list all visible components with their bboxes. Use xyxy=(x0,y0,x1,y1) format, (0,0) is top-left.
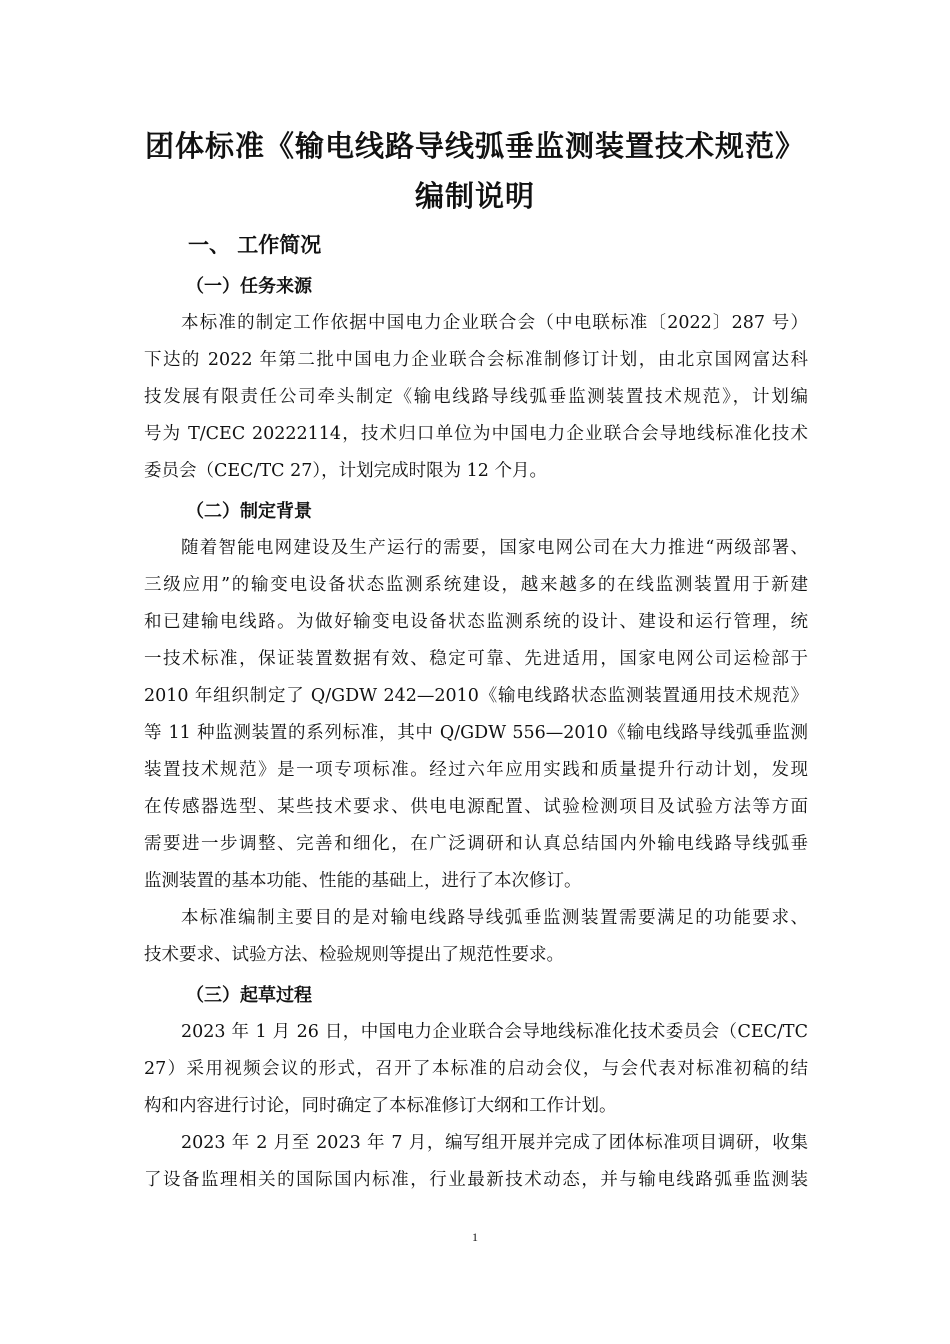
paragraph-line: 监测装置的基本功能、性能的基础上，进行了本次修订。 xyxy=(144,871,582,891)
subsection-heading-background: （二）制定背景 xyxy=(186,501,312,522)
paragraph-line: 随着智能电网建设及生产运行的需要，国家电网公司在大力推进“两级部署、 xyxy=(181,538,808,558)
paragraph-line: 27）采用视频会议的形式，召开了本标准的启动会仪，与会代表对标准初稿的结 xyxy=(144,1059,808,1079)
paragraph-line: 本标准的制定工作依据中国电力企业联合会（中电联标准〔2022〕287 号） xyxy=(181,313,808,333)
paragraph-line: 委员会（CEC/TC 27），计划完成时限为 12 个月。 xyxy=(144,461,547,481)
paragraph-line: 了设备监理相关的国际国内标准，行业最新技术动态，并与输电线路弧垂监测装 xyxy=(144,1170,808,1190)
paragraph-line: 三级应用”的输变电设备状态监测系统建设，越来越多的在线监测装置用于新建 xyxy=(144,575,808,595)
paragraph-line: 一技术标准，保证装置数据有效、稳定可靠、先进适用，国家电网公司运检部于 xyxy=(144,649,808,669)
document-subtitle: 编制说明 xyxy=(414,179,535,213)
subsection-heading-task-source: （一）任务来源 xyxy=(186,276,312,297)
paragraph-line: 2023 年 2 月至 2023 年 7 月，编写组开展并完成了团体标准项目调研，收集 xyxy=(181,1133,808,1153)
subsection-heading-drafting-process: （三）起草过程 xyxy=(186,985,312,1006)
paragraph-line: 构和内容进行讨论，同时确定了本标准修订大纲和工作计划。 xyxy=(144,1096,617,1116)
paragraph-line: 技术要求、试验方法、检验规则等提出了规范性要求。 xyxy=(144,945,564,965)
paragraph-line: 号为 T/CEC 20222114，技术归口单位为中国电力企业联合会导地线标准化技术 xyxy=(144,424,808,444)
paragraph-line: 技发展有限责任公司牵头制定《输电线路导线弧垂监测装置技术规范》，计划编 xyxy=(144,387,808,407)
paragraph-line: 需要进一步调整、完善和细化，在广泛调研和认真总结国内外输电线路导线弧垂 xyxy=(144,834,808,854)
paragraph-line: 下达的 2022 年第二批中国电力企业联合会标准制修订计划，由北京国网富达科 xyxy=(144,350,808,370)
section-heading-work-overview: 一、 工作简况 xyxy=(188,233,322,257)
paragraph-line: 2023 年 1 月 26 日，中国电力企业联合会导地线标准化技术委员会（CEC/TC xyxy=(181,1022,808,1042)
paragraph-line: 在传感器选型、某些技术要求、供电电源配置、试验检测项目及试验方法等方面 xyxy=(144,797,808,817)
page-number: 1 xyxy=(472,1230,478,1244)
paragraph-line: 等 11 种监测装置的系列标准，其中 Q/GDW 556—2010《输电线路导线弧垂监测 xyxy=(144,723,808,743)
paragraph-line: 装置技术规范》是一项专项标准。经过六年应用实践和质量提升行动计划，发现 xyxy=(144,760,808,780)
paragraph-line: 2010 年组织制定了 Q/GDW 242—2010《输电线路状态监测装置通用技术规范》 xyxy=(144,686,808,706)
document-title: 团体标准《输电线路导线弧垂监测装置技术规范》 xyxy=(144,129,805,163)
paragraph-line: 和已建输电线路。为做好输变电设备状态监测系统的设计、建设和运行管理，统 xyxy=(144,612,808,632)
paragraph-line: 本标准编制主要目的是对输电线路导线弧垂监测装置需要满足的功能要求、 xyxy=(181,908,808,928)
